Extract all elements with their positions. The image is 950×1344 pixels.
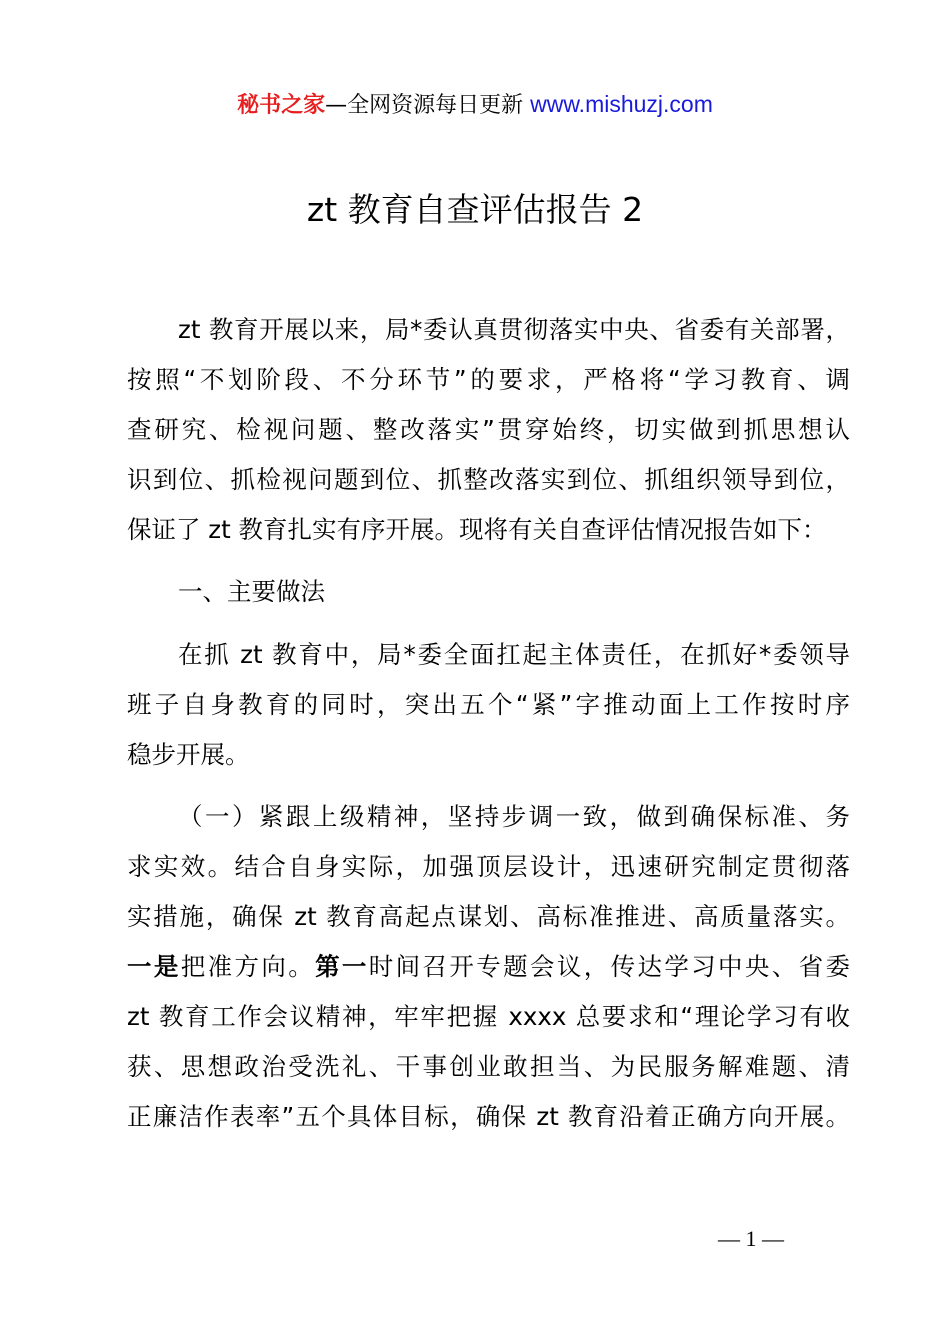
paragraph-line: 获、思想政治受洗礼、干事创业敢担当、为民服务解难题、清 <box>127 1052 850 1081</box>
text-run: 把准方向。 <box>180 952 316 981</box>
page-number: — 1 — <box>718 1226 784 1251</box>
paragraph-line: zt 教育工作会议精神，牢牢把握 xxxx 总要求和“理论学习有收 <box>127 1002 850 1031</box>
document-title: zt 教育自查评估报告 2 <box>306 190 644 229</box>
paragraph-line: 保证了 zt 教育扎实有序开展。现将有关自查评估情况报告如下： <box>127 515 827 544</box>
paragraph-line: 稳步开展。 <box>127 740 250 769</box>
paragraph-line: （一）紧跟上级精神，坚持步调一致，做到确保标准、务 <box>178 802 850 831</box>
paragraph-line: 识到位、抓检视问题到位、抓整改落实到位、抓组织领导到位， <box>127 465 850 494</box>
paragraph-line: zt 教育开展以来，局*委认真贯彻落实中央、省委有关部署， <box>178 315 850 344</box>
text-run: 时间召开专题会议，传达学习中央、省委 <box>368 952 851 981</box>
section-heading: 一、主要做法 <box>178 577 325 606</box>
paragraph-line: 按照“不划阶段、不分环节”的要求，严格将“学习教育、调 <box>127 365 850 394</box>
banner-tagline: —全网资源每日更新 <box>325 93 531 118</box>
paragraph-line: 在抓 zt 教育中，局*委全面扛起主体责任，在抓好*委领导 <box>178 640 850 669</box>
paragraph-line: 班子自身教育的同时，突出五个“紧”字推动面上工作按时序 <box>127 690 850 719</box>
brand-name: 秘书之家 <box>237 93 326 118</box>
paragraph-line: 正廉洁作表率”五个具体目标，确保 zt 教育沿着正确方向开展。 <box>127 1102 850 1131</box>
bold-lead: 一是 <box>127 952 181 981</box>
paragraph-line: 实措施，确保 zt 教育高起点谋划、高标准推进、高质量落实。 <box>127 902 850 931</box>
site-banner <box>0 88 950 119</box>
paragraph-line: 查研究、检视问题、整改落实”贯穿始终，切实做到抓思想认 <box>127 415 850 444</box>
paragraph-line <box>127 951 850 983</box>
paragraph-line: 求实效。结合自身实际，加强顶层设计，迅速研究制定贯彻落 <box>127 852 850 881</box>
site-url[interactable]: www.mishuzj.com <box>530 91 713 117</box>
bold-lead: 第一 <box>315 952 369 981</box>
